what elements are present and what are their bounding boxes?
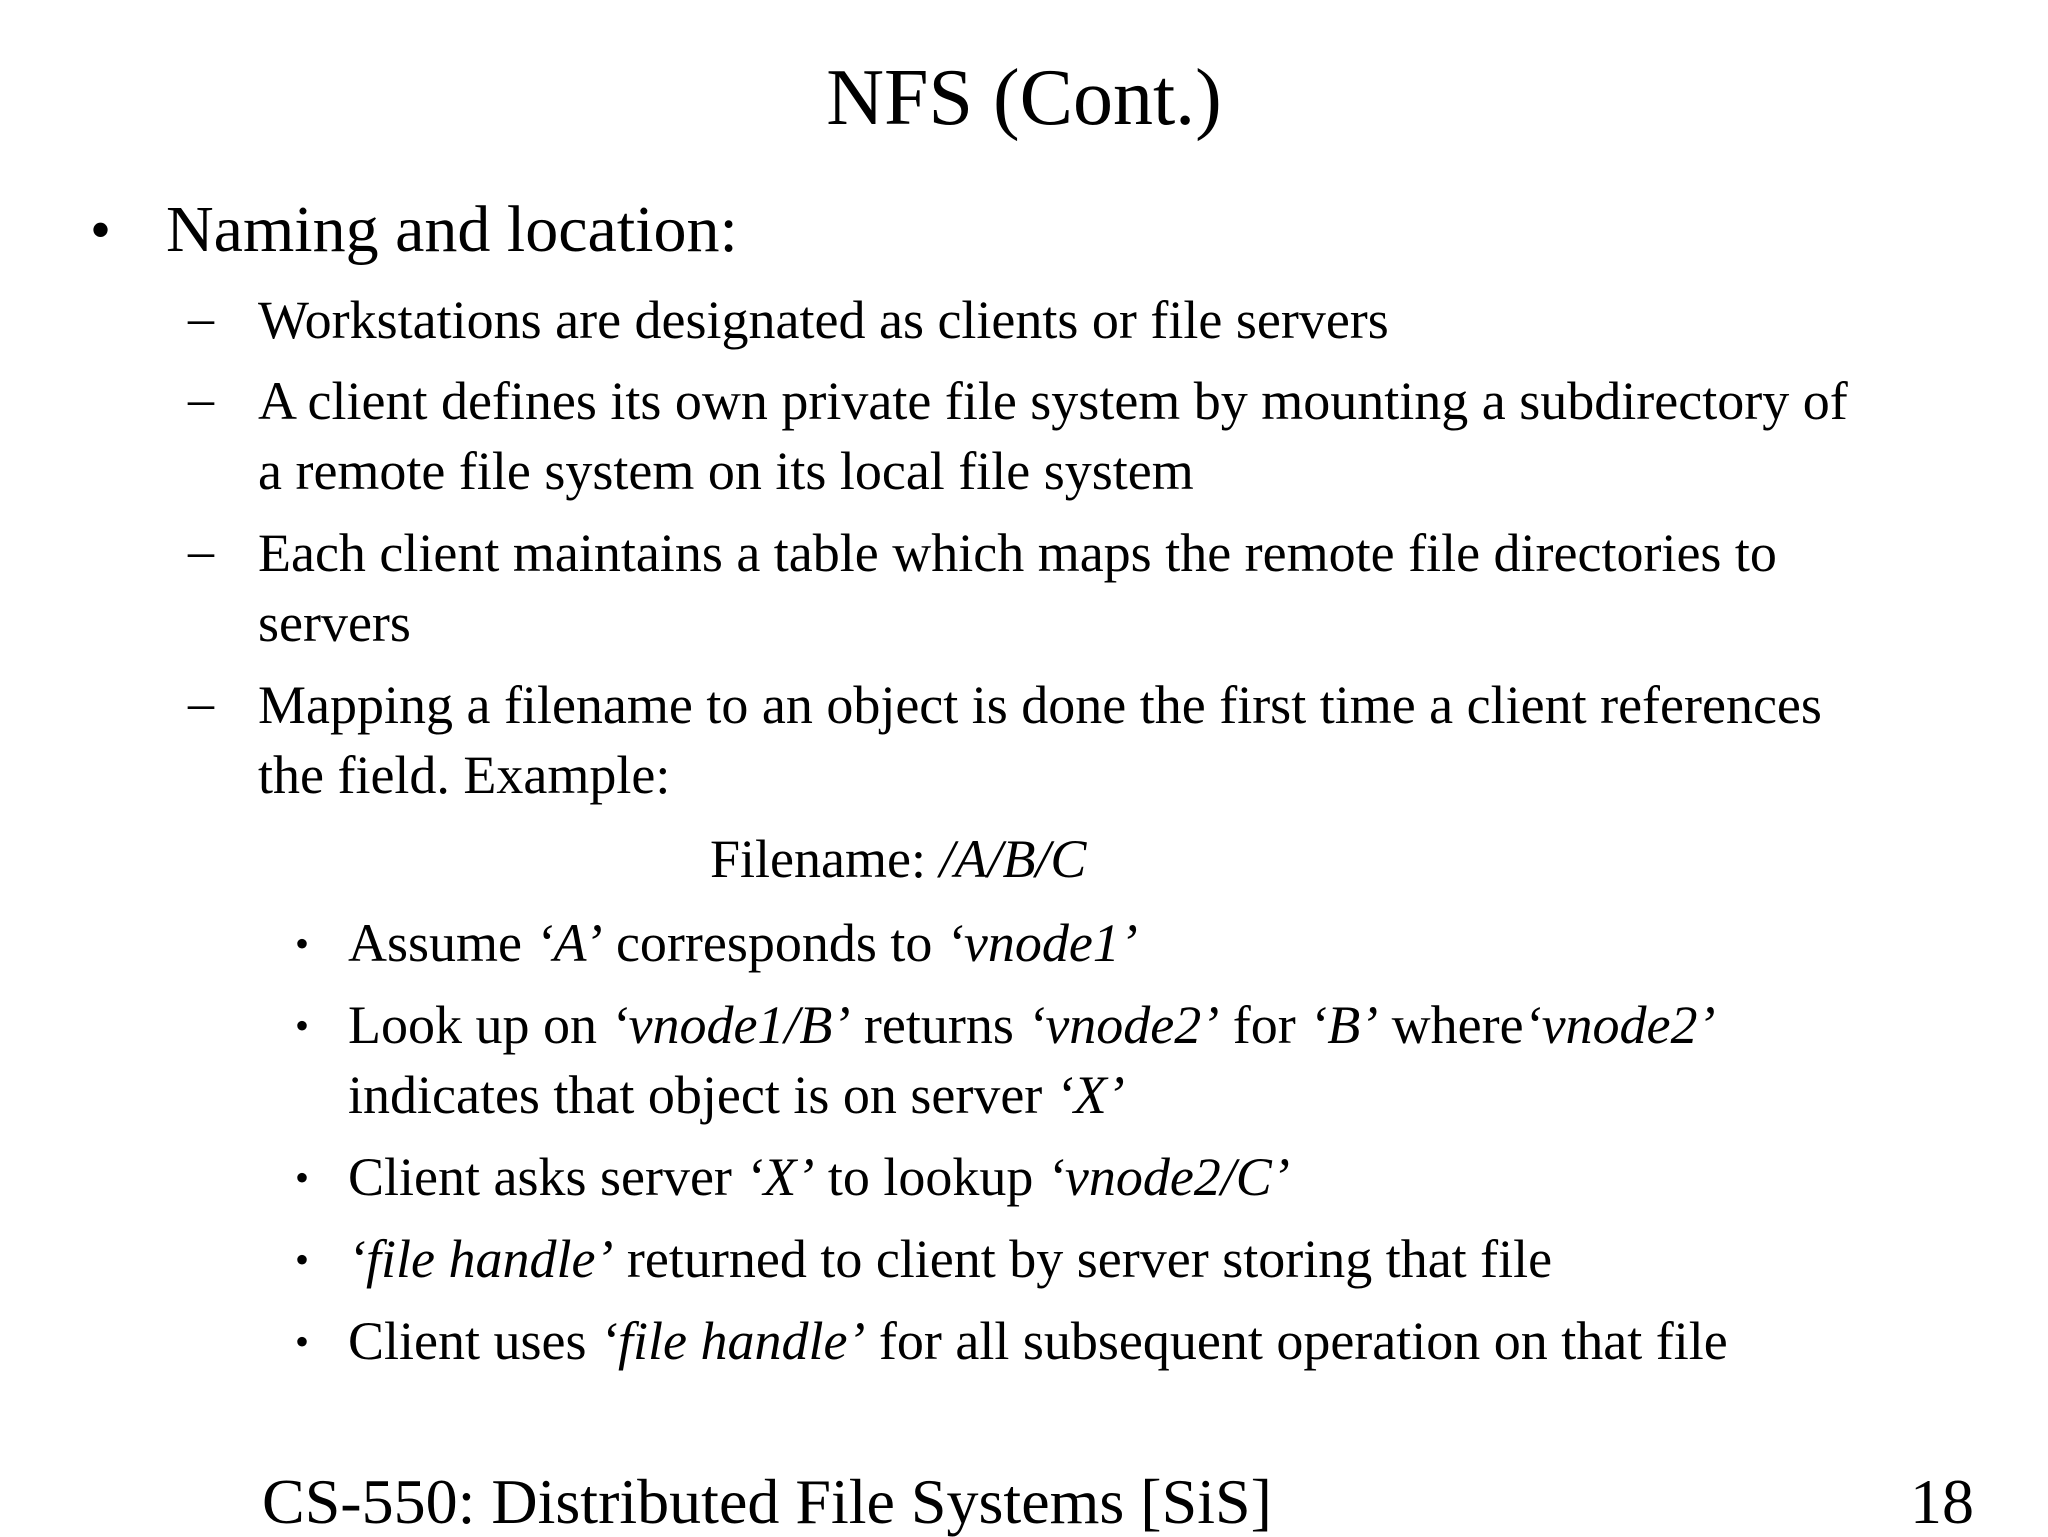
sub-bullet-3-line1: Each client maintains a table which maps the remote file directories to	[258, 523, 1777, 583]
dash-marker: –	[188, 675, 214, 732]
sub-bullet-2-line2: a remote file system on its local file system	[258, 441, 1194, 501]
dash-marker: –	[188, 523, 214, 580]
sub-bullet-3-line2: servers	[258, 593, 411, 653]
bullet-dot: •	[90, 197, 112, 263]
step-2-line2: indicates that object is on server ‘X’	[348, 1065, 1125, 1125]
step-2-line1: Look up on ‘vnode1/B’ returns ‘vnode2’ for ‘B’ where‘vnode2’	[348, 995, 1716, 1055]
step-4: ‘file handle’ returned to client by server storing that file	[348, 1229, 1553, 1289]
bullet-dot: •	[295, 921, 310, 966]
bullet-dot: •	[295, 1319, 310, 1364]
step-5: Client uses ‘file handle’ for all subsequent operation on that file	[348, 1311, 1728, 1371]
sub-bullet-1: Workstations are designated as clients or file servers	[258, 290, 1389, 350]
bullet-dot: •	[295, 1155, 310, 1200]
dash-marker: –	[188, 290, 214, 347]
main-bullet-text: Naming and location:	[166, 193, 738, 266]
step-1: Assume ‘A’ corresponds to ‘vnode1’	[348, 913, 1138, 973]
bullet-dot: •	[295, 1237, 310, 1282]
sub-bullet-4-line1: Mapping a filename to an object is done the first time a client references	[258, 675, 1822, 735]
sub-bullet-2-line1: A client defines its own private file system by mounting a subdirectory of	[258, 371, 1848, 431]
example-filename: Filename: /A/B/C	[710, 829, 1087, 889]
dash-marker: –	[188, 371, 214, 428]
sub-bullet-4-line2: the field. Example:	[258, 745, 671, 805]
bullet-dot: •	[295, 1003, 310, 1048]
footer-course-title: CS-550: Distributed File Systems [SiS]	[262, 1466, 1272, 1537]
step-3: Client asks server ‘X’ to lookup ‘vnode2/C’	[348, 1147, 1290, 1207]
page-number: 18	[1910, 1466, 1974, 1537]
slide-title: NFS (Cont.)	[826, 54, 1222, 142]
